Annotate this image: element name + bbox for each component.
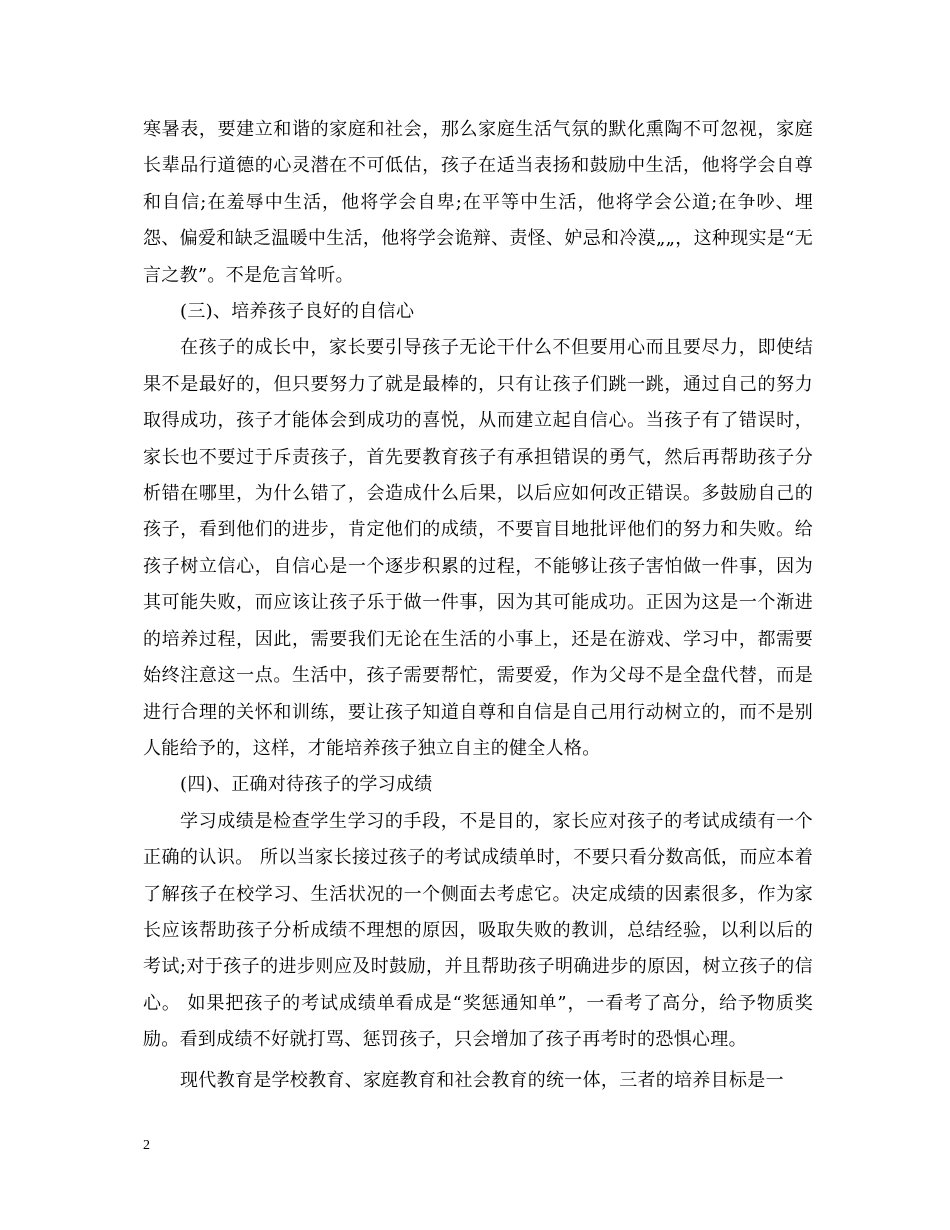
body-paragraph: 现代教育是学校教育、家庭教育和社会教育的统一体，三者的培养目标是一	[180, 1069, 784, 1091]
body-paragraph: 学习成绩是检查学生学习的手段，不是目的，家长应对孩子的考试成绩有一个正确的认识。 所以当家长接过孩子的考试成绩单时，不要只看分数高低，而应本着了解孩子在校学习、生活状况的一个侧面去考虑它。决定成绩的因素很多，作为家长应该帮助孩子分析成绩不理想的原因，吸取失败的教训，总结经验，以利以后的考试;对于孩子的进步则应及时鼓励，并且帮助孩子明确进步的原因，树立孩子的信心。 如果把孩子的考试成绩单看成是“奖惩通知单”，一看考了高分，给予物质奖励。看到成绩不好就打骂、惩罚孩子，只会增加了孩子再考时的恐惧心理。	[143, 810, 813, 1051]
page-number: 2	[143, 1138, 150, 1153]
body-paragraph: 寒暑表，要建立和谐的家庭和社会，那么家庭生活气氛的默化熏陶不可忽视，家庭长辈品行道德的心灵潜在不可低估，孩子在适当表扬和鼓励中生活，他将学会自尊和自信;在羞辱中生活，他将学会自卑;在平等中生活，他将学会公道;在争吵、埋怨、偏爱和缺乏温暖中生活，他将学会诡辩、责怪、妒忌和冷漠„„，这种现实是“无言之教”。不是危言耸听。	[143, 119, 813, 286]
page-content	[143, 112, 813, 1099]
body-paragraph: 在孩子的成长中，家长要引导孩子无论干什么不但要用心而且要尽力，即使结果不是最好的，但只要努力了就是最棒的，只有让孩子们跳一跳，通过自己的努力取得成功，孩子才能体会到成功的喜悦，从而建立起自信心。当孩子有了错误时，家长也不要过于斥责孩子，首先要教育孩子有承担错误的勇气，然后再帮助孩子分析错在哪里，为什么错了，会造成什么后果，以后应如何改正错误。多鼓励自己的孩子，看到他们的进步，肯定他们的成绩，不要盲目地批评他们的努力和失败。给孩子树立信心，自信心是一个逐步积累的过程，不能够让孩子害怕做一件事，因为其可能失败，而应该让孩子乐于做一件事，因为其可能成功。正因为这是一个渐进的培养过程，因此，需要我们无论在生活的小事上，还是在游戏、学习中，都需要始终注意这一点。生活中，孩子需要帮忙，需要爱，作为父母不是全盘代替，而是进行合理的关怀和训练，要让孩子知道自尊和自信是自己用行动树立的，而不是别人能给予的，这样，才能培养孩子独立自主的健全人格。	[143, 337, 813, 759]
section-heading: (三)、培养孩子良好的自信心	[180, 301, 415, 323]
section-heading: (四)、正确对待孩子的学习成绩	[180, 774, 433, 796]
